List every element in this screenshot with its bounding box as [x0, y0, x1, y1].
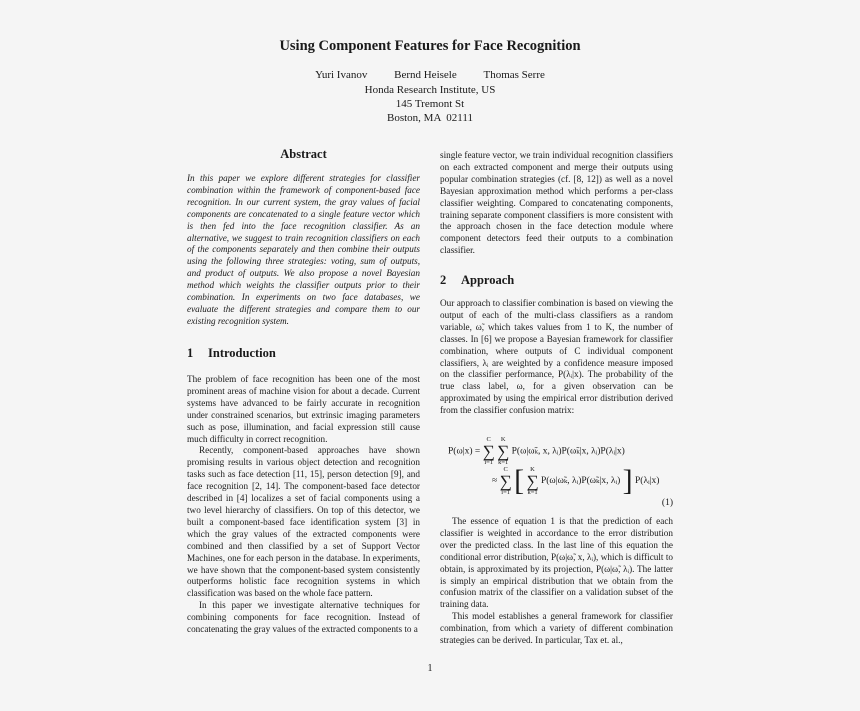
page-number: 1	[427, 663, 433, 674]
summation-symbol: C ∑ i=1	[499, 465, 512, 496]
section-title: Introduction	[208, 346, 276, 360]
section-heading-approach	[440, 273, 514, 288]
equation-1	[440, 430, 673, 510]
introduction-body	[187, 374, 420, 636]
section-number: 2	[440, 273, 447, 287]
paper-title: Using Component Features for Face Recognition	[279, 38, 581, 54]
abstract-text: In this paper we explore different strategies for classifier combination within the framework of component-based face recognition. In our current system, the gray values of facial components are concatenated to a single feature vector which is then fed into the face recognition classifier. As an alternative, we suggest to train recognition classifiers on each of the components separately and then combine their outputs using the following three strategies: voting, sum of outputs, and product of outputs. We also propose a novel Bayesian method which weights the classifier outputs prior to their combination. In experiments on two face databases, we evaluate the different strategies and compare them to our existing recognition system.	[187, 173, 420, 326]
equation-line-2: ≈ C ∑ i=1 [ K ∑ k=1 P(ω|ω̃ₖ, λᵢ)P(ω̃ₖ|x, λᵢ) ] P(λᵢ|x)	[492, 464, 660, 497]
author-name: Yuri Ivanov	[315, 69, 368, 81]
paragraph: Recently, component-based approaches have shown promising results in various object detection and recognition tasks such as face detection [11, 15], person detection [9], and face recognition [2, 14]. The component-based face detector described in [4] localizes a set of facial components using a two level hierarchy of classifiers. On top of this detector, we built a component-based face identification system [3] in which the gray values of the extracted components were combined and then classified by a set of Support Vector Machines, one for each person in the database. In experiments, we have shown that the component-based system consistently outperforms holistic face recognition systems in which classification was based on the whole face pattern.	[187, 445, 420, 599]
equation-line-1: P(ω|x) = C ∑ i=1 K ∑ k=1 P(ω|ω̃ₖ, x, λᵢ)P(ω̃ₖ|x, λᵢ)P(λᵢ|x)	[448, 436, 625, 466]
summation-symbol: K ∑ k=1	[526, 465, 539, 496]
affiliation-institute: Honda Research Institute, US	[364, 84, 496, 96]
paragraph: In this paper we investigate alternative techniques for combining components for face recognition. Instead of concatenating the gray values of the extracted components to a	[187, 600, 420, 635]
right-column-continuation: single feature vector, we train individual recognition classifiers on each extracted component and merge their outputs using popular combination strategies (cf. [8, 12]) as well as a novel Bayesian approximation method which performs a per-class classifier weighting. Compared to concatenating components, training separate component classifiers is more consistent with the approach chosen in the face detection module where component detectors feed their outputs to a combination classifier.	[440, 150, 673, 256]
left-bracket: [	[514, 464, 525, 497]
approach-intro-paragraph: Our approach to classifier combination is based on viewing the output of each of the multi-class classifiers as a random variable, ω̃, which takes values from 1 to K, the number of classes. In [6] we propose a Bayesian framework for classifier combination, where outputs of C individual component classifiers, λᵢ are weighted by a confidence measure imposed on the classifier performance, P(λᵢ|x). The probability of the true class label, ω, for a given observation can be approximated by using the empirical error distribution derived from the classifier confusion matrix:	[440, 298, 673, 416]
affiliation-city: Boston, MA 02111	[387, 112, 473, 124]
author-name: Bernd Heisele	[394, 69, 457, 81]
equation-number: (1)	[661, 498, 673, 508]
summation-symbol: C ∑ i=1	[482, 436, 495, 466]
paragraph: The problem of face recognition has been one of the most prominent areas of machine vision for about a decade. Current systems have advanced to be fairly accurate in recognition under constrained scenarios, but extrinsic imaging parameters such as pose, illumination, and facial expression still cause much difficulty in correct recognition.	[187, 374, 420, 444]
abstract-heading: Abstract	[280, 147, 327, 161]
right-bracket: ]	[622, 464, 633, 497]
section-heading-introduction	[187, 346, 276, 361]
affiliation-street: 145 Tremont St	[395, 98, 465, 110]
section-number: 1	[187, 346, 194, 360]
author-list	[0, 69, 860, 81]
section-title: Approach	[461, 273, 515, 287]
author-name: Thomas Serre	[483, 69, 545, 81]
paragraph: The essence of equation 1 is that the prediction of each classifier is weighted in accordance to the error distribution over the predicted class. In the last line of this equation the conditional error distribution, P(ω|ω̃, x, λᵢ), which is difficult to obtain, is approximated by its projection, P(ω|ω̃, λᵢ). The latter is simply an empirical distribution that we obtain from the confusion matrix of the classifier on a validation subset of the training data.	[440, 516, 673, 610]
summation-symbol: K ∑ k=1	[497, 436, 510, 466]
approach-body	[440, 516, 673, 647]
paragraph: This model establishes a general framework for classifier combination, from which a variety of different combination strategies can be derived. In particular, Tax et. al.,	[440, 611, 673, 646]
